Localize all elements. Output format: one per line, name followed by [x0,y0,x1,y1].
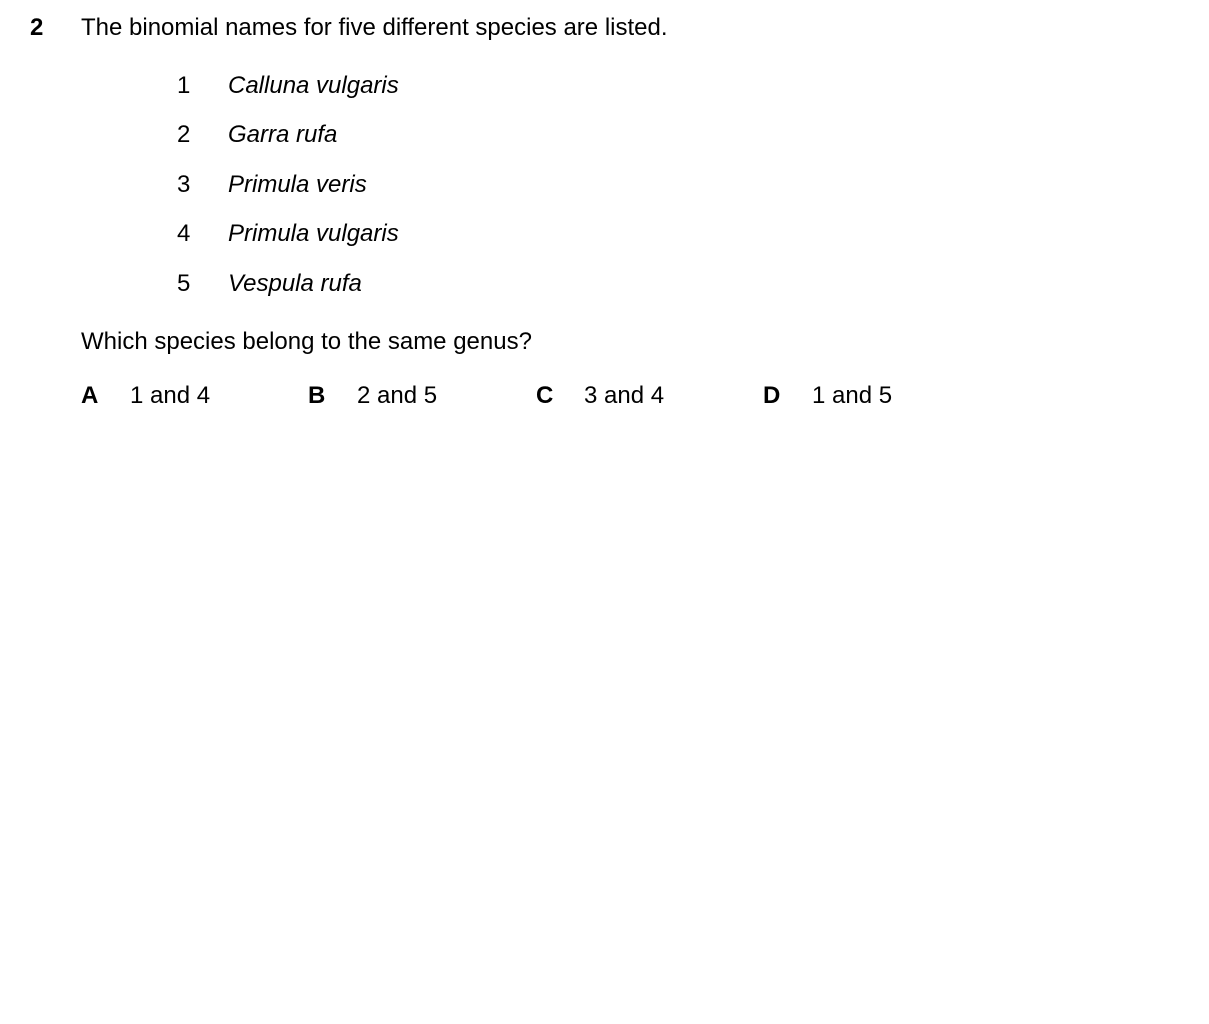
option-letter: D [763,382,781,409]
species-name: Calluna vulgaris [228,72,399,99]
option-text: 2 and 5 [357,382,438,409]
question-number: 2 [30,14,44,41]
species-name: Primula vulgaris [228,220,399,247]
species-number: 3 [177,171,191,198]
species-number: 4 [177,220,191,247]
species-row [0,218,600,250]
species-row [0,70,600,102]
option-letter: C [536,382,554,409]
species-name: Primula veris [228,171,367,198]
species-row [0,119,600,151]
option-letter: A [81,382,99,409]
option-letter: B [308,382,326,409]
species-number: 2 [177,121,191,148]
species-row [0,169,600,201]
species-name: Garra rufa [228,121,338,148]
option-text: 1 and 4 [130,382,211,409]
answer-options [0,380,1209,412]
species-number: 5 [177,270,191,297]
species-row [0,268,600,300]
option-text: 1 and 5 [812,382,893,409]
question-stem: The binomial names for five different species are listed. [81,14,668,41]
question-prompt: Which species belong to the same genus? [81,328,532,355]
species-number: 1 [177,72,191,99]
option-text: 3 and 4 [584,382,665,409]
species-name: Vespula rufa [228,270,362,297]
